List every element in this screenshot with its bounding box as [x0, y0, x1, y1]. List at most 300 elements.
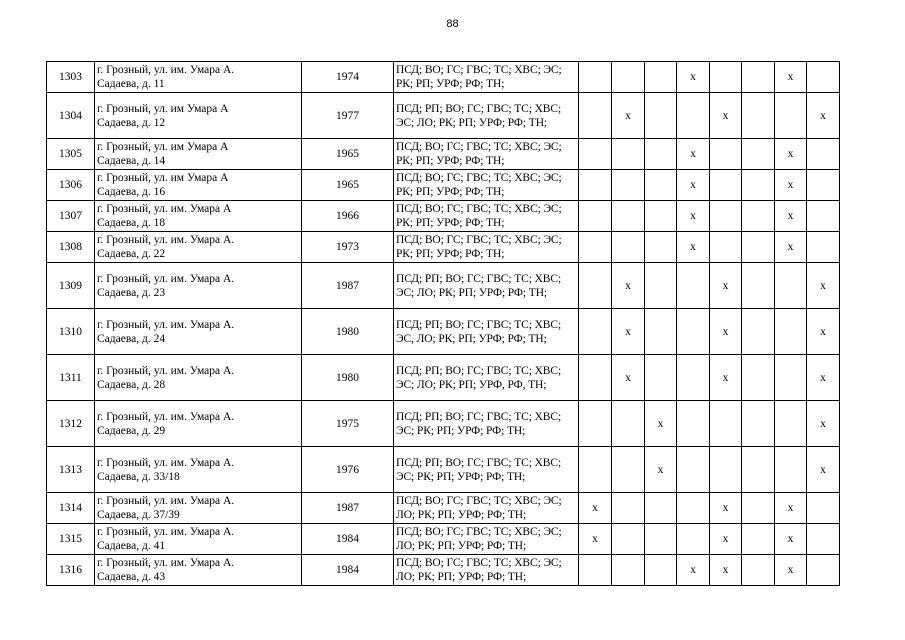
address-line-1: г. Грозный, ул. им. Умара А.	[97, 495, 235, 507]
services-line-2: ЭС; ЛО; РК; РП; УРФ; РФ; ТН;	[396, 286, 547, 299]
mark-value: x	[657, 463, 664, 476]
mark-cell	[742, 170, 775, 201]
mark-cell	[612, 493, 645, 524]
mark-value: x	[820, 279, 826, 292]
address-line-2: Садаева, д. 33/18	[97, 470, 180, 483]
build-year: 1984	[336, 564, 359, 576]
mark-cell	[742, 555, 775, 586]
build-year: 1977	[336, 109, 359, 122]
address-line-2: Садаева, д. 41	[97, 540, 166, 552]
row-number: 1315	[59, 533, 82, 545]
mark-cell	[710, 62, 742, 93]
services-cell	[394, 401, 579, 447]
services-line-2: РК; РП; УРФ; РФ; ТН;	[396, 248, 505, 260]
address-line-2: Садаева, д. 29	[97, 424, 166, 437]
mark-cell	[710, 139, 742, 170]
mark-cell	[612, 232, 645, 263]
row-number: 1306	[59, 179, 82, 191]
mark-cell	[775, 447, 807, 493]
mark-cell	[677, 401, 710, 447]
mark-cell	[579, 524, 612, 555]
year-cell	[302, 93, 394, 139]
address-line-1: г. Грозный, ул. им Умара А	[97, 141, 229, 153]
row-number: 1312	[59, 417, 82, 430]
row-number: 1314	[59, 502, 82, 514]
address-cell	[95, 355, 302, 401]
mark-cell	[807, 170, 840, 201]
mark-value: x	[625, 371, 631, 384]
build-year: 1973	[336, 241, 359, 253]
row-number: 1305	[59, 148, 82, 160]
mark-cell	[775, 62, 807, 93]
mark-cell	[710, 493, 742, 524]
mark-cell	[579, 493, 612, 524]
services-cell	[394, 447, 579, 493]
table-row	[47, 524, 840, 555]
services-line-2: РК; РП; УРФ; РФ; ТН;	[396, 155, 505, 167]
services-line-2: ЛО; РК; РП; УРФ; РФ; ТН;	[396, 571, 527, 583]
row-number-cell	[47, 201, 95, 232]
year-cell	[302, 555, 394, 586]
build-year: 1974	[336, 71, 359, 83]
mark-cell	[710, 201, 742, 232]
address-line-1: г. Грозный, ул. им. Умара А.	[97, 410, 235, 423]
table-row	[47, 232, 840, 263]
row-number-cell	[47, 493, 95, 524]
services-cell	[394, 170, 579, 201]
mark-cell	[710, 401, 742, 447]
mark-value: x	[722, 371, 729, 384]
row-number: 1304	[59, 109, 82, 122]
row-number: 1313	[59, 463, 82, 476]
row-number: 1303	[59, 71, 82, 83]
row-number-cell	[47, 309, 95, 355]
row-number-cell	[47, 555, 95, 586]
row-number-cell	[47, 447, 95, 493]
mark-cell	[742, 139, 775, 170]
mark-value: x	[722, 109, 729, 122]
row-number: 1310	[59, 325, 82, 338]
mark-cell	[775, 524, 807, 555]
mark-cell	[677, 493, 710, 524]
mark-value: x	[820, 417, 826, 430]
mark-cell	[807, 401, 840, 447]
page-number: 88	[446, 18, 459, 30]
services-cell	[394, 62, 579, 93]
table-row	[47, 555, 840, 586]
mark-cell	[742, 93, 775, 139]
mark-cell	[579, 355, 612, 401]
build-year: 1980	[336, 325, 359, 338]
mark-cell	[645, 401, 677, 447]
mark-value: x	[592, 533, 598, 545]
mark-cell	[579, 263, 612, 309]
mark-cell	[612, 309, 645, 355]
mark-cell	[742, 401, 775, 447]
services-cell	[394, 493, 579, 524]
mark-value: x	[820, 371, 826, 384]
services-cell	[394, 232, 579, 263]
mark-cell	[710, 355, 742, 401]
row-number-cell	[47, 232, 95, 263]
address-line-2: Садаева, д. 16	[97, 186, 166, 198]
services-cell	[394, 139, 579, 170]
table-row	[47, 401, 840, 447]
address-line-2: Садаева, д. 18	[97, 217, 166, 229]
mark-cell	[645, 139, 677, 170]
mark-value: x	[820, 109, 826, 122]
mark-value: x	[625, 109, 631, 122]
mark-value: x	[690, 564, 696, 576]
mark-cell	[775, 493, 807, 524]
address-cell	[95, 201, 302, 232]
mark-cell	[807, 93, 840, 139]
services-cell	[394, 93, 579, 139]
mark-value: x	[787, 564, 794, 576]
address-line-2: Садаева, д. 28	[97, 378, 166, 391]
mark-value: x	[787, 210, 794, 222]
table-row	[47, 447, 840, 493]
mark-cell	[677, 201, 710, 232]
mark-cell	[710, 170, 742, 201]
build-year: 1987	[336, 279, 359, 292]
mark-cell	[612, 555, 645, 586]
mark-cell	[775, 309, 807, 355]
services-line-1: ПСД; ВО; ГС; ГВС; ТС; ХВС; ЭС;	[396, 526, 562, 538]
mark-cell	[710, 309, 742, 355]
mark-value: x	[787, 179, 794, 191]
table-row	[47, 93, 840, 139]
table-row	[47, 170, 840, 201]
row-number-cell	[47, 401, 95, 447]
mark-cell	[775, 201, 807, 232]
mark-cell	[677, 170, 710, 201]
mark-cell	[742, 263, 775, 309]
mark-cell	[775, 170, 807, 201]
row-number-cell	[47, 139, 95, 170]
address-line-1: г. Грозный, ул. им. Умара А	[97, 203, 232, 215]
services-cell	[394, 355, 579, 401]
mark-cell	[742, 62, 775, 93]
mark-cell	[645, 309, 677, 355]
mark-cell	[775, 263, 807, 309]
mark-cell	[645, 555, 677, 586]
address-line-2: Садаева, д. 37/39	[97, 509, 180, 521]
year-cell	[302, 201, 394, 232]
services-line-2: ЭС; РК; РП; УРФ; РФ; ТН;	[396, 424, 526, 437]
services-line-1: ПСД; ВО; ГС; ГВС; ТС; ХВС; ЭС;	[396, 64, 562, 76]
address-line-2: Садаева, д. 23	[97, 286, 166, 299]
address-line-2: Садаева, д. 22	[97, 248, 166, 260]
build-year: 1966	[336, 210, 359, 222]
mark-cell	[807, 524, 840, 555]
mark-cell	[579, 93, 612, 139]
services-cell	[394, 524, 579, 555]
services-line-1: ПСД; ВО; ГС; ГВС; ТС; ХВС; ЭС;	[396, 557, 562, 569]
mark-cell	[612, 263, 645, 309]
services-line-2: ЛО; РК; РП; УРФ; РФ; ТН;	[396, 509, 527, 521]
mark-cell	[612, 139, 645, 170]
mark-cell	[645, 524, 677, 555]
build-year: 1980	[336, 371, 359, 384]
mark-cell	[710, 93, 742, 139]
year-cell	[302, 263, 394, 309]
mark-cell	[742, 309, 775, 355]
address-line-2: Садаева, д. 11	[97, 78, 165, 90]
address-line-1: г. Грозный, ул. им Умара А	[97, 172, 229, 184]
mark-cell	[775, 139, 807, 170]
services-line-1: ПСД; РП; ВО; ГС; ГВС; ТС; ХВС;	[396, 102, 562, 115]
mark-cell	[807, 263, 840, 309]
mark-value: x	[722, 325, 729, 338]
mark-cell	[645, 263, 677, 309]
mark-value: x	[657, 417, 664, 430]
services-line-2: ЭС; ЛО; РК; РП; УРФ, РФ, ТН;	[396, 378, 547, 391]
mark-value: x	[690, 241, 696, 253]
mark-cell	[612, 62, 645, 93]
mark-cell	[579, 62, 612, 93]
mark-cell	[775, 355, 807, 401]
mark-cell	[579, 555, 612, 586]
services-line-1: ПСД; ВО; ГС; ГВС; ТС; ХВС; ЭС;	[396, 172, 562, 184]
mark-cell	[579, 447, 612, 493]
mark-cell	[579, 170, 612, 201]
services-cell	[394, 201, 579, 232]
mark-cell	[742, 524, 775, 555]
table-row	[47, 62, 840, 93]
build-year: 1965	[336, 148, 359, 160]
address-line-1: г. Грозный, ул. им. Умара А.	[97, 272, 235, 285]
mark-value: x	[787, 148, 794, 160]
mark-cell	[710, 555, 742, 586]
year-cell	[302, 401, 394, 447]
mark-cell	[645, 493, 677, 524]
mark-value: x	[722, 279, 729, 292]
services-line-2: РК; РП; УРФ; РФ; ТН;	[396, 217, 505, 229]
mark-cell	[612, 401, 645, 447]
mark-cell	[579, 201, 612, 232]
row-number: 1308	[59, 241, 82, 253]
year-cell	[302, 493, 394, 524]
services-line-1: ПСД; РП; ВО; ГС; ГВС; ТС; ХВС;	[396, 364, 562, 377]
mark-cell	[807, 139, 840, 170]
mark-cell	[742, 447, 775, 493]
mark-value: x	[722, 533, 729, 545]
build-year: 1975	[336, 417, 359, 430]
address-line-1: г. Грозный, ул. им. Умара А.	[97, 64, 235, 76]
services-line-1: ПСД; ВО; ГС; ГВС; ТС; ХВС; ЭС;	[396, 203, 562, 215]
build-year: 1987	[336, 502, 359, 514]
mark-cell	[677, 93, 710, 139]
address-line-1: г. Грозный, ул. им. Умара А.	[97, 526, 235, 538]
mark-cell	[710, 524, 742, 555]
year-cell	[302, 170, 394, 201]
services-line-1: ПСД; ВО; ГС; ГВС; ТС; ХВС; ЭС;	[396, 234, 562, 246]
mark-cell	[579, 401, 612, 447]
mark-cell	[677, 524, 710, 555]
services-line-1: ПСД; РП; ВО; ГС; ГВС; ТС; ХВС;	[396, 456, 562, 469]
address-line-2: Садаева, д. 43	[97, 571, 166, 583]
address-cell	[95, 232, 302, 263]
mark-cell	[677, 263, 710, 309]
table-row	[47, 139, 840, 170]
mark-cell	[807, 62, 840, 93]
address-line-1: г. Грозный, ул. им. Умара А.	[97, 456, 235, 469]
year-cell	[302, 309, 394, 355]
services-line-2: ЛО; РК; РП; УРФ; РФ; ТН;	[396, 540, 527, 552]
mark-cell	[645, 170, 677, 201]
address-cell	[95, 170, 302, 201]
address-cell	[95, 401, 302, 447]
table-row	[47, 309, 840, 355]
year-cell	[302, 139, 394, 170]
row-number: 1316	[59, 564, 82, 576]
mark-value: x	[820, 463, 826, 476]
mark-value: x	[722, 564, 729, 576]
services-line-2: ЭС; ЛО; РК; РП; УРФ; РФ; ТН;	[396, 116, 547, 129]
mark-cell	[742, 201, 775, 232]
services-line-1: ПСД; РП; ВО; ГС; ГВС; ТС; ХВС;	[396, 272, 562, 285]
mark-value: x	[787, 533, 794, 545]
address-line-1: г. Грозный, ул. им. Умара А.	[97, 234, 235, 246]
services-line-1: ПСД; РП; ВО; ГС; ГВС; ТС; ХВС;	[396, 318, 562, 331]
mark-cell	[807, 555, 840, 586]
address-cell	[95, 524, 302, 555]
mark-cell	[677, 355, 710, 401]
services-line-1: ПСД; РП; ВО; ГС; ГВС; ТС; ХВС;	[396, 410, 562, 423]
mark-cell	[579, 232, 612, 263]
mark-cell	[677, 555, 710, 586]
mark-cell	[612, 355, 645, 401]
row-number-cell	[47, 524, 95, 555]
mark-cell	[645, 447, 677, 493]
mark-cell	[612, 170, 645, 201]
mark-value: x	[625, 279, 631, 292]
address-cell	[95, 62, 302, 93]
mark-cell	[677, 62, 710, 93]
mark-cell	[807, 232, 840, 263]
services-cell	[394, 309, 579, 355]
mark-value: x	[690, 210, 696, 222]
services-line-2: РК; РП; УРФ; РФ; ТН;	[396, 186, 505, 198]
address-line-1: г. Грозный, ул. им. Умара А.	[97, 318, 235, 331]
services-cell	[394, 555, 579, 586]
mark-value: x	[820, 325, 826, 338]
mark-cell	[677, 139, 710, 170]
services-line-2: ЭС; РК; РП; УРФ; РФ; ТН;	[396, 470, 526, 483]
mark-cell	[775, 93, 807, 139]
services-line-1: ПСД; ВО; ГС; ГВС; ТС; ХВС; ЭС;	[396, 141, 562, 153]
mark-value: x	[625, 325, 631, 338]
row-number-cell	[47, 355, 95, 401]
mark-cell	[807, 447, 840, 493]
address-cell	[95, 555, 302, 586]
row-number: 1307	[59, 210, 82, 222]
mark-cell	[710, 232, 742, 263]
table-row	[47, 263, 840, 309]
year-cell	[302, 355, 394, 401]
mark-cell	[807, 201, 840, 232]
row-number-cell	[47, 62, 95, 93]
row-number-cell	[47, 93, 95, 139]
mark-cell	[677, 232, 710, 263]
address-cell	[95, 93, 302, 139]
mark-cell	[710, 263, 742, 309]
address-cell	[95, 309, 302, 355]
table-row	[47, 201, 840, 232]
mark-cell	[807, 309, 840, 355]
year-cell	[302, 447, 394, 493]
row-number: 1311	[59, 371, 82, 384]
services-line-2: ЭС, ЛО; РК; РП; УРФ; РФ; ТН;	[396, 332, 547, 345]
mark-cell	[807, 493, 840, 524]
mark-value: x	[690, 179, 696, 191]
mark-value: x	[592, 502, 598, 514]
address-cell	[95, 139, 302, 170]
mark-cell	[645, 93, 677, 139]
address-cell	[95, 263, 302, 309]
mark-cell	[579, 139, 612, 170]
mark-value: x	[690, 148, 696, 160]
mark-cell	[742, 232, 775, 263]
mark-cell	[612, 447, 645, 493]
mark-value: x	[787, 502, 794, 514]
address-line-2: Садаева, д. 14	[97, 155, 166, 167]
address-line-2: Садаева, д. 12	[97, 116, 166, 129]
mark-cell	[612, 524, 645, 555]
table-row	[47, 493, 840, 524]
mark-cell	[742, 355, 775, 401]
table-row	[47, 355, 840, 401]
row-number-cell	[47, 170, 95, 201]
services-cell	[394, 263, 579, 309]
mark-cell	[645, 355, 677, 401]
address-cell	[95, 447, 302, 493]
mark-cell	[645, 201, 677, 232]
mark-cell	[807, 355, 840, 401]
address-cell	[95, 493, 302, 524]
mark-cell	[612, 93, 645, 139]
build-year: 1976	[336, 463, 359, 476]
build-year: 1984	[336, 533, 359, 545]
row-number-cell	[47, 263, 95, 309]
mark-cell	[677, 309, 710, 355]
address-line-1: г. Грозный, ул. им Умара А	[97, 102, 229, 115]
mark-cell	[612, 201, 645, 232]
mark-cell	[775, 232, 807, 263]
address-line-1: г. Грозный, ул. им. Умара А.	[97, 557, 235, 569]
mark-cell	[645, 62, 677, 93]
mark-cell	[742, 493, 775, 524]
services-line-2: РК; РП; УРФ; РФ; ТН;	[396, 78, 505, 90]
year-cell	[302, 524, 394, 555]
mark-value: x	[722, 502, 729, 514]
mark-cell	[710, 447, 742, 493]
mark-cell	[775, 555, 807, 586]
year-cell	[302, 62, 394, 93]
address-line-1: г. Грозный, ул. им. Умара А.	[97, 364, 235, 377]
address-line-2: Садаева, д. 24	[97, 332, 166, 345]
mark-cell	[579, 309, 612, 355]
housing-registry-table	[46, 61, 840, 586]
mark-value: x	[787, 241, 794, 253]
build-year: 1965	[336, 179, 359, 191]
services-line-1: ПСД; ВО; ГС; ГВС; ТС; ХВС; ЭС;	[396, 495, 562, 507]
row-number: 1309	[59, 279, 82, 292]
mark-value: x	[690, 71, 696, 83]
mark-cell	[775, 401, 807, 447]
mark-cell	[677, 447, 710, 493]
